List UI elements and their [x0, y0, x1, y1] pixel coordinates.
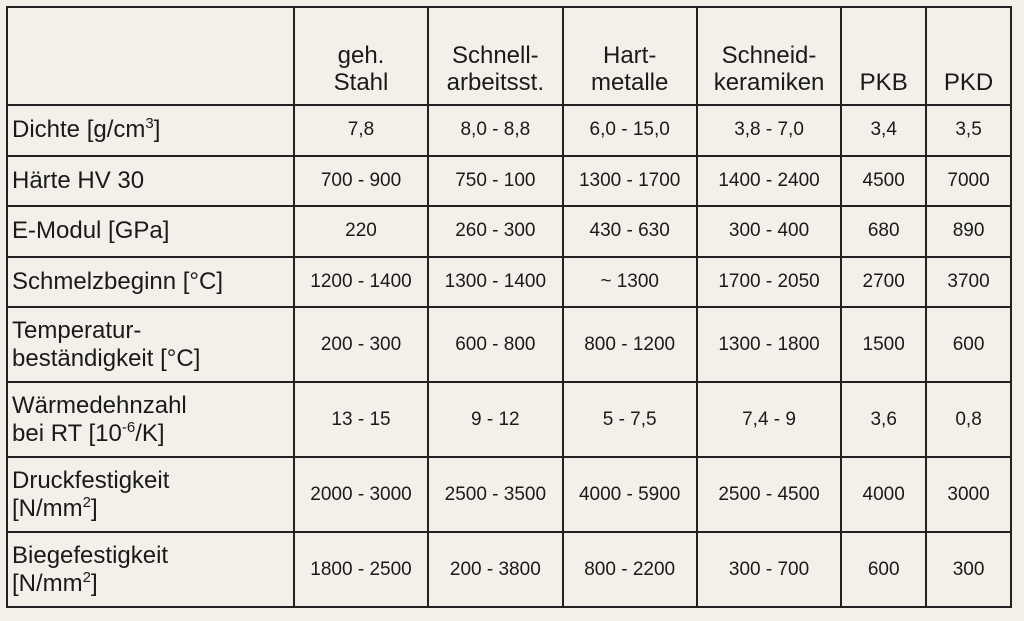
- row-label-superscript: 2: [82, 568, 91, 586]
- table-cell: 1300 - 1700: [563, 156, 697, 207]
- column-header-line: Schnell-: [451, 42, 539, 69]
- column-header-line: arbeitsst.: [446, 69, 545, 96]
- row-label-line: [12, 345, 289, 373]
- row-label-text: Druckfestigkeit: [12, 466, 170, 494]
- row-label-text: ]: [91, 569, 98, 597]
- table-cell: 750 - 100: [428, 156, 562, 207]
- table-cell: 260 - 300: [428, 206, 562, 257]
- column-header-pkb: [841, 7, 926, 105]
- column-header-schneidkeramiken: [697, 7, 841, 105]
- row-label: [7, 206, 294, 257]
- table-row: [7, 307, 1011, 382]
- row-label-line: [12, 317, 289, 345]
- row-label-text: E-Modul [GPa]: [12, 217, 170, 245]
- table-cell: 1300 - 1400: [428, 257, 562, 308]
- row-label: [7, 156, 294, 207]
- row-label-line: [12, 467, 289, 495]
- column-header-pkd: [926, 7, 1011, 105]
- table-cell: 7000: [926, 156, 1011, 207]
- table-cell: 300 - 400: [697, 206, 841, 257]
- table-row: [7, 206, 1011, 257]
- table-cell: 3,6: [841, 382, 926, 457]
- row-label: [7, 457, 294, 532]
- table-row: [7, 532, 1011, 607]
- column-header-line: Schneid-: [721, 42, 817, 69]
- row-label-line: [12, 167, 289, 195]
- table-cell: 1200 - 1400: [294, 257, 428, 308]
- table-cell: 3000: [926, 457, 1011, 532]
- row-label-superscript: 3: [145, 115, 154, 133]
- table-cell: 0,8: [926, 382, 1011, 457]
- row-label-text: Schmelzbeginn [°C]: [12, 268, 224, 296]
- table-cell: 4000 - 5900: [563, 457, 697, 532]
- material-properties-table: [6, 6, 1012, 608]
- row-label-text: Härte HV 30: [12, 166, 145, 194]
- row-label-text: Dichte [g/cm: [12, 116, 146, 144]
- row-label-text: ]: [153, 116, 161, 144]
- table-cell: 6,0 - 15,0: [563, 105, 697, 156]
- table-row: [7, 105, 1011, 156]
- table-cell: 600: [841, 532, 926, 607]
- column-header-geh-stahl: [294, 7, 428, 105]
- table-cell: 1400 - 2400: [697, 156, 841, 207]
- row-label: [7, 105, 294, 156]
- table-cell: 700 - 900: [294, 156, 428, 207]
- row-label-line: [12, 570, 289, 598]
- column-header-line: metalle: [590, 69, 669, 96]
- corner-cell: [7, 7, 294, 105]
- table-cell: 1800 - 2500: [294, 532, 428, 607]
- row-label-line: [12, 495, 289, 523]
- table-cell: 890: [926, 206, 1011, 257]
- column-header-line: keramiken: [713, 69, 825, 96]
- table-cell: 2500 - 4500: [697, 457, 841, 532]
- row-label-superscript: -6: [121, 418, 136, 436]
- table-cell: 7,8: [294, 105, 428, 156]
- table-cell: 3,4: [841, 105, 926, 156]
- table-row: [7, 382, 1011, 457]
- row-label: [7, 257, 294, 308]
- table-row: [7, 257, 1011, 308]
- table-body: [7, 105, 1011, 607]
- table-cell: 300 - 700: [697, 532, 841, 607]
- table-cell: 1300 - 1800: [697, 307, 841, 382]
- row-label-line: [12, 542, 289, 570]
- row-label-text: Wärmedehnzahl: [12, 391, 187, 419]
- table-cell: 1500: [841, 307, 926, 382]
- table-cell: 13 - 15: [294, 382, 428, 457]
- column-header-line: Hart-: [602, 42, 657, 69]
- row-label-line: [12, 268, 289, 296]
- table-cell: 3,8 - 7,0: [697, 105, 841, 156]
- table-cell: 600: [926, 307, 1011, 382]
- row-label-text: ]: [91, 494, 98, 522]
- row-label-text: /K]: [135, 419, 165, 447]
- row-label-text: Temperatur-: [12, 316, 142, 344]
- table-row: [7, 457, 1011, 532]
- table-cell: ~ 1300: [563, 257, 697, 308]
- table-cell: 7,4 - 9: [697, 382, 841, 457]
- column-header-line: PKB: [859, 69, 908, 96]
- table-cell: 800 - 2200: [563, 532, 697, 607]
- table-cell: 220: [294, 206, 428, 257]
- table-cell: 3700: [926, 257, 1011, 308]
- row-label-text: beständigkeit [°C]: [12, 344, 201, 372]
- table-cell: 2000 - 3000: [294, 457, 428, 532]
- table-row: [7, 156, 1011, 207]
- table-cell: 680: [841, 206, 926, 257]
- column-header-line: PKD: [943, 69, 994, 96]
- table-cell: 600 - 800: [428, 307, 562, 382]
- row-label-line: [12, 392, 289, 420]
- table-cell: 4500: [841, 156, 926, 207]
- table-cell: 430 - 630: [563, 206, 697, 257]
- table-cell: 200 - 3800: [428, 532, 562, 607]
- table-cell: 2700: [841, 257, 926, 308]
- table-cell: 200 - 300: [294, 307, 428, 382]
- table-cell: 3,5: [926, 105, 1011, 156]
- row-label-text: [N/mm: [12, 569, 83, 597]
- column-header-hartmetalle: [563, 7, 697, 105]
- table-cell: 9 - 12: [428, 382, 562, 457]
- column-header-schnellarbeitsstahl: [428, 7, 562, 105]
- row-label: [7, 307, 294, 382]
- table-cell: 800 - 1200: [563, 307, 697, 382]
- header-row: [7, 7, 1011, 105]
- row-label: [7, 532, 294, 607]
- table-cell: 1700 - 2050: [697, 257, 841, 308]
- row-label: [7, 382, 294, 457]
- table-cell: 4000: [841, 457, 926, 532]
- table-cell: 5 - 7,5: [563, 382, 697, 457]
- column-header-line: Stahl: [333, 69, 389, 96]
- row-label-line: [12, 217, 289, 245]
- row-label-superscript: 2: [82, 493, 91, 511]
- column-header-line: geh.: [337, 42, 385, 69]
- table-cell: 300: [926, 532, 1011, 607]
- row-label-text: bei RT [10: [12, 419, 122, 447]
- row-label-text: [N/mm: [12, 494, 83, 522]
- table-cell: 8,0 - 8,8: [428, 105, 562, 156]
- row-label-text: Biegefestigkeit: [12, 541, 169, 569]
- row-label-line: [12, 116, 289, 144]
- table-cell: 2500 - 3500: [428, 457, 562, 532]
- row-label-line: [12, 420, 289, 448]
